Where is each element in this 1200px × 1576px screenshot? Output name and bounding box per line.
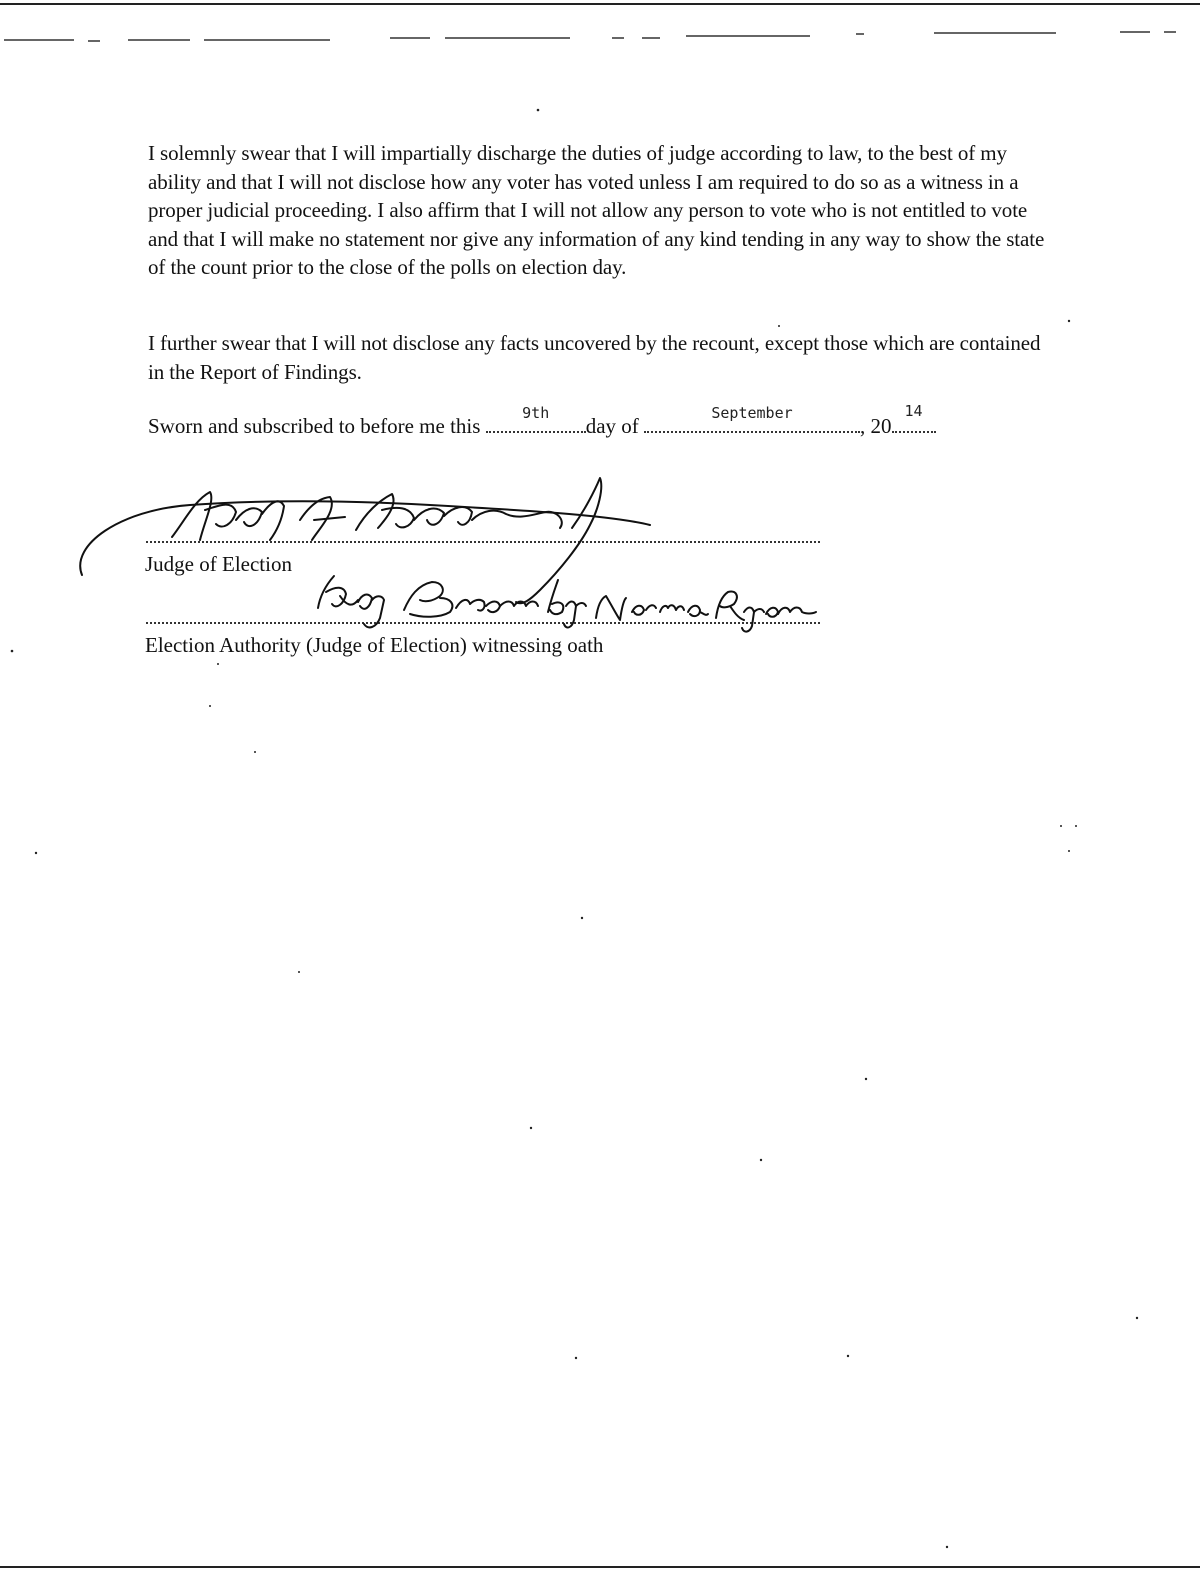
day-of-label: day of: [585, 414, 639, 438]
year-suffix: 14: [904, 402, 923, 420]
day-value: 9th: [522, 404, 550, 422]
month-value: September: [711, 404, 793, 422]
sworn-subscribed-line: [148, 402, 1048, 440]
day-blank: [486, 404, 586, 433]
sworn-prefix: Sworn and subscribed to before me this: [148, 414, 481, 438]
judge-signature-line: [146, 539, 820, 543]
oath-paragraph-2: I further swear that I will not disclose any facts uncovered by the recount, except those which are contained in the Report of Findings.: [148, 331, 1041, 384]
year-blank: [892, 402, 936, 433]
judge-of-election-caption: Judge of Election: [145, 552, 292, 576]
authority-signature-line: [146, 620, 820, 624]
year-prefix: 20: [870, 414, 892, 438]
oath-paragraph-1: I solemnly swear that I will impartially discharge the duties of judge according to law, to the best of my ability and that I will not disclose how any voter has voted unless I am required to do so as a witness in a proper judicial proceeding. I also affirm that I will not allow any person to vote who is not entitled to vote and that I will make no statement nor give any information of any kind tending in any way to show the state of the count prior to the close of the polls on election day.: [148, 141, 1045, 280]
election-authority-caption: Election Authority (Judge of Election) witnessing oath: [145, 633, 604, 657]
month-blank: [644, 404, 860, 433]
year-comma: ,: [860, 414, 866, 438]
